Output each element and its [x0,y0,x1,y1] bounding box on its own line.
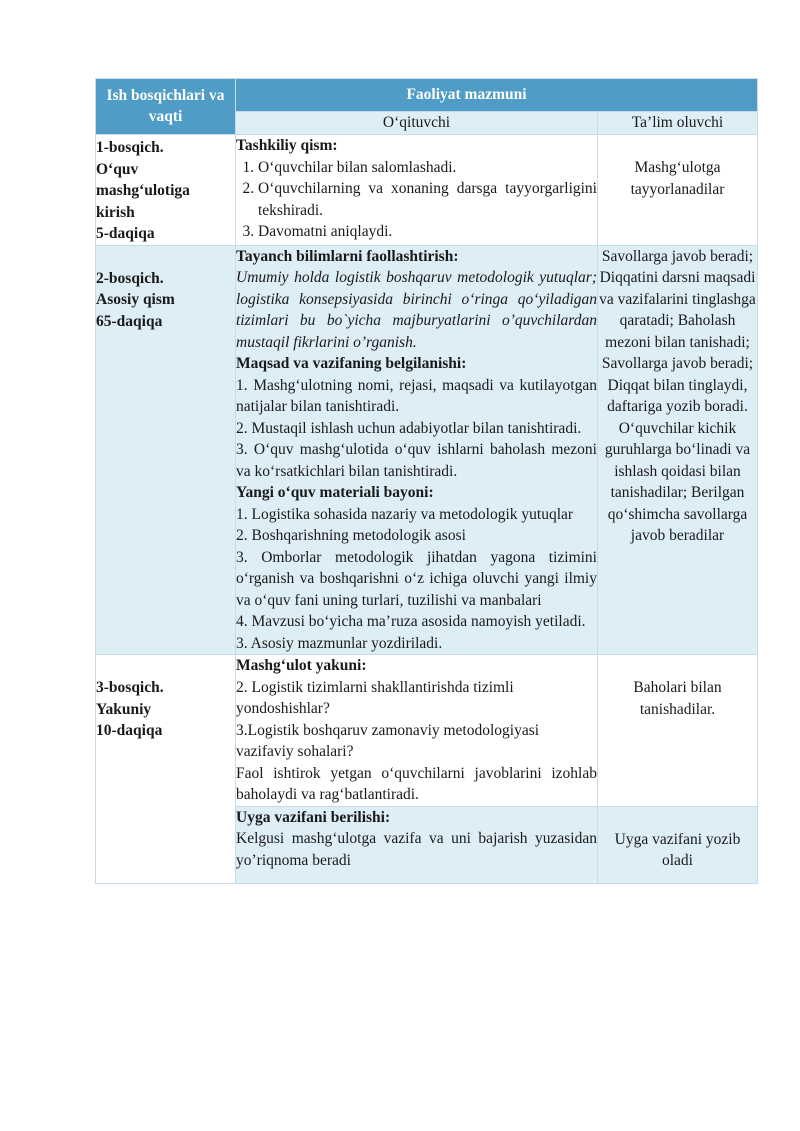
activity-list [236,157,597,243]
section-title: Maqsad va vazifaning belgilanishi: [236,355,467,372]
student-column-header: Ta’lim oluvchi [598,112,758,135]
header-row [96,79,758,112]
activity-column-header: Faoliyat mazmuni [236,79,758,112]
table-row [96,135,758,246]
teacher-activity-cell: Mashg‘ulot yakuni: 2. Logistik tizimlarni shakllantirishda tizimli yondoshishlar? 3.Logistik boshqaruv zamonaviy metodologiyasi vazifaviy sohalari? Faol ishtirok yetgan o‘quvchilarni javoblarini izohlab baholaydi va rag‘batlantiradi. [236,655,598,807]
student-activity-cell: Mashg‘ulotga tayyorlanadilar [598,135,758,246]
lesson-plan-table [95,78,758,884]
stage-cell: 2-bosqich. Asosiy qism 65-daqiqa [96,245,236,655]
stage-cell: 1-bosqich. O‘quv mashg‘ulotiga kirish 5-daqiqa [96,135,236,246]
teacher-activity-cell: Uyga vazifani berilishi: Kelgusi mashg‘ulotga vazifa va uni bajarish yuzasidan yo’riqnoma beradi [236,806,598,884]
teacher-activity-cell: Tayanch bilimlarni faollashtirish: Umumiy holda logistik boshqaruv metodologik yutuqlar; logistika konsepsiyasida birinchi o‘ringa qo‘yiladigan tizimlari bu bo`yicha majburyatlarini o’quvchilardan mustaqil fikrlarini o’rganish. Maqsad va vazifaning belgilanishi: 1. Mashg‘ulotning nomi, rejasi, maqsadi va kutilayotgan natijalar bilan tanishtiradi. 2. Mustaqil ishlash uchun adabiyotlar bilan tanishtiradi. 3. O‘quv mashg‘ulotida o‘quv ishlarni baholash mezoni va ko‘rsatkichlari bilan tanishtiradi. Yangi o‘quv materiali bayoni: 1. Logistika sohasida nazariy va metodologik yutuqlar 2. Boshqarishning metodologik asosi 3. Omborlar metodologik jihatdan yagona tizimini o‘rganish va boshqarishni o‘z ichiga oluvchi yangi ilmiy va o‘quv fani uning turlari, tuzilishi va manbalari 4. Mavzusi bo‘yicha ma’ruza asosida namoyish yetiladi. 3. Asosiy mazmunlar yozdiriladi. [236,245,598,655]
teacher-activity-cell [236,135,598,246]
section-title: Tashkiliy qism: [236,137,338,154]
teacher-column-header: O‘qituvchi [236,112,598,135]
student-activity-cell: Baholari bilan tanishadilar. [598,655,758,807]
list-item: 2. O‘quvchilarning va xonaning darsga tayyorgarligini tekshiradi. [258,178,597,221]
section-title: Yangi o‘quv materiali bayoni: [236,484,434,501]
stage-column-header: Ish bosqichlari va vaqti [96,79,236,135]
student-activity-cell: Uyga vazifani yozib oladi [598,806,758,884]
list-item: 3. Davomatni aniqlaydi. [258,221,597,243]
table-row [96,245,758,655]
stage-cell: 3-bosqich. Yakuniy 10-daqiqa [96,655,236,884]
section-title: Uyga vazifani berilishi: [236,808,391,826]
table-row [96,655,758,807]
section-title: Tayanch bilimlarni faollashtirish: [236,247,459,265]
list-item: 1. O‘quvchilar bilan salomlashadi. [258,157,597,179]
section-title: Mashg‘ulot yakuni: [236,657,367,674]
student-activity-cell: Savollarga javob beradi; Diqqatini darsni maqsadi va vazifalarini tinglashga qaratadi; Baholash mezoni bilan tanishadi; Savollarga javob beradi; Diqqat bilan tinglaydi, daftariga yozib boradi. O‘quvchilar kichik guruhlarga bo‘linadi va ishlash qoidasi bilan tanishadilar; Berilgan qo‘shimcha savollarga javob beradilar [598,245,758,655]
